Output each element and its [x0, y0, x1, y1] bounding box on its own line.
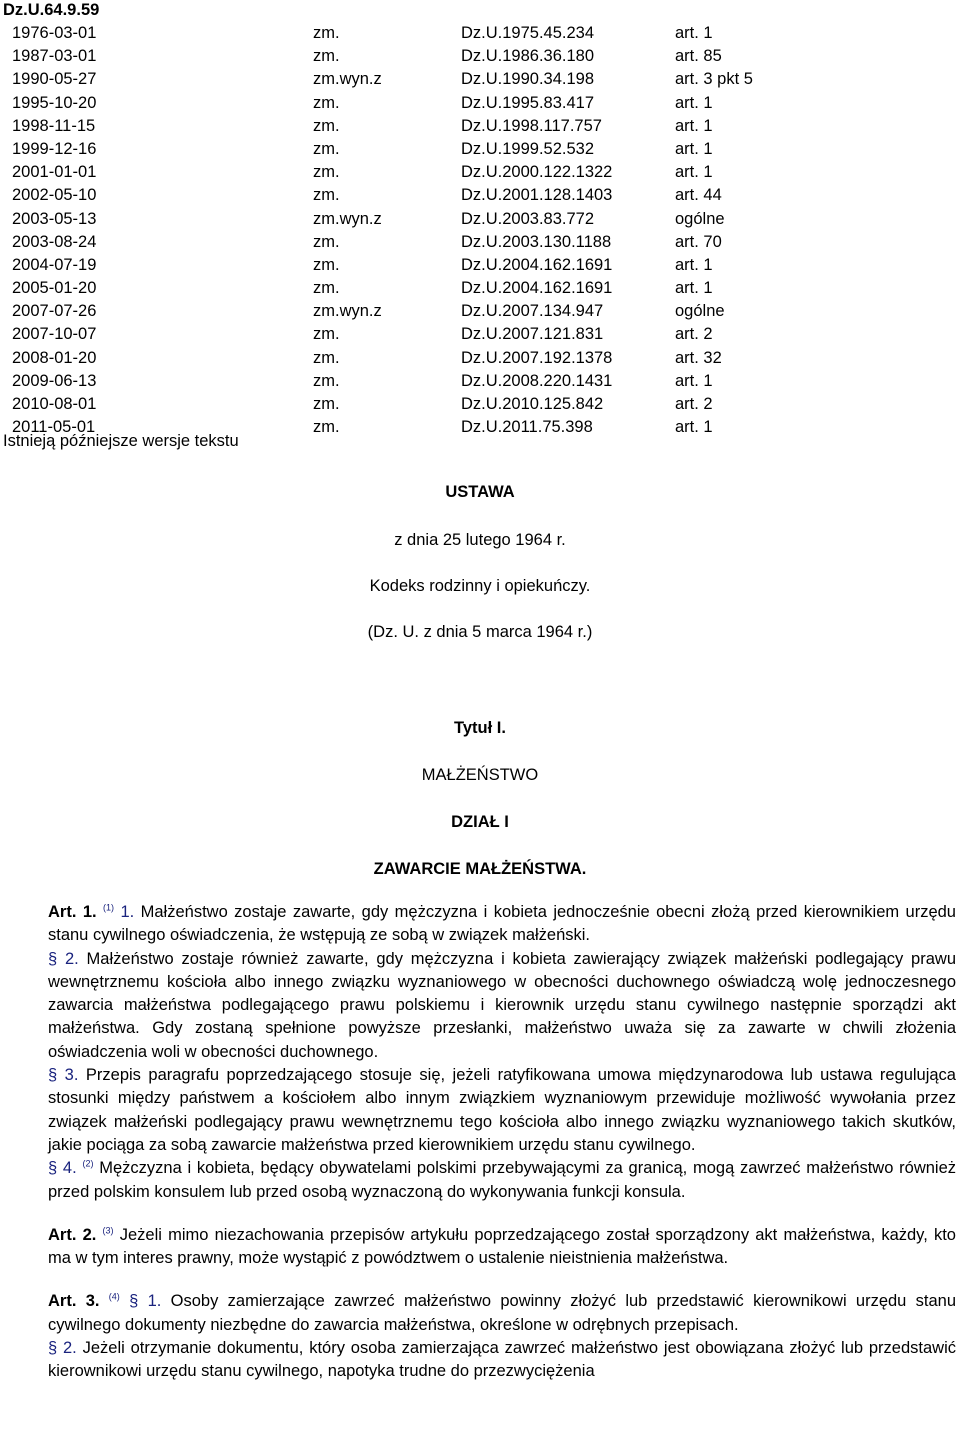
amendment-article: art. 1: [675, 116, 713, 135]
articles-body: [3, 901, 956, 1384]
art3-par1-number[interactable]: § 1.: [129, 1292, 162, 1311]
amendment-date: 2007-10-07: [12, 325, 97, 344]
art3-par2-text: Jeżeli otrzymanie dokumentu, który osoba zamierzająca zawrzeć małżeństwo jest obowiązana złożyć lub przedstawić kierownikowi urzędu stanu cywilnego, napotyka trudne do przezwyciężenia: [48, 1339, 956, 1381]
amendment-type: zm.: [313, 47, 340, 66]
amendment-date: 2007-07-26: [12, 302, 97, 321]
amendment-article: art. 44: [675, 186, 722, 205]
amendment-type: zm.: [313, 279, 340, 298]
amendment-type: zm.wyn.z: [313, 209, 382, 228]
amendment-reference: Dz.U.1975.45.234: [461, 24, 595, 42]
art3-par1-text: Osoby zamierzające zawrzeć małżeństwo powinny złożyć lub przedstawić kierownikowi urzędu stanu cywilnego dokumenty niezbędne do zawarcia małżeństwa, określone w odrębnych przepisach.: [48, 1292, 957, 1334]
amendment-date: 2011-05-01: [12, 418, 96, 437]
amendment-reference: Dz.U.2001.128.1403: [461, 186, 613, 205]
art2: [3, 1224, 956, 1271]
art1-par3: [3, 1064, 956, 1157]
amendment-article: ogólne: [675, 302, 725, 321]
art3-label: Art. 3.: [48, 1292, 100, 1311]
amendment-article: art. 70: [675, 232, 722, 251]
amendment-article: art. 1: [675, 24, 713, 42]
art1-par1-text: Małżeństwo zostaje zawarte, gdy mężczyzna i kobieta jednocześnie obecni złożą przed kierownikiem urzędu stanu cywilnego oświadczenia, że wstępują ze sobą w związek małżeński.: [48, 903, 956, 945]
amendment-date: 2001-01-01: [12, 163, 97, 182]
art1-par4-number[interactable]: § 4.: [48, 1159, 77, 1178]
art1-par3-number[interactable]: § 3.: [48, 1066, 79, 1085]
footnote-4-link[interactable]: (4): [108, 1291, 120, 1302]
amendment-reference: Dz.U.1999.52.532: [461, 139, 595, 158]
amendment-type: zm.: [313, 163, 340, 182]
art1-par3-text: Przepis paragrafu poprzedzającego stosuje się, jeżeli ratyfikowana umowa międzynarodowa lub ustawa regulująca stosunki między państwem a kościołem albo innym związkiem wyznaniowym przewiduje możliwość wywołania przez związek małżeński podlegający prawu wewnętrznemu tego kościoła albo innego związku wyznaniowego takich skutków, jakie pociąga za sobą zawarcie małżeństwa przed kierownikiem urzędu stanu cywilnego.: [48, 1066, 956, 1154]
amendment-reference: Dz.U.1995.83.417: [461, 93, 595, 112]
title-label: Tytuł I.: [454, 719, 506, 737]
amendment-date: 1987-03-01: [12, 47, 97, 66]
amendment-date: 2010-08-01: [12, 395, 97, 413]
amendment-date: 1976-03-01: [12, 24, 97, 42]
amendment-article: art. 1: [675, 93, 713, 112]
amendment-type: zm.: [313, 93, 340, 112]
amendment-article: art. 1: [675, 371, 713, 390]
amendment-date: 2005-01-20: [12, 279, 97, 298]
amendment-reference: Dz.U.2007.192.1378: [461, 348, 613, 367]
footnote-2-link[interactable]: (2): [82, 1158, 94, 1169]
amendment-type: zm.: [313, 255, 340, 274]
art3-par1: [3, 1290, 956, 1337]
document-id: Dz.U.64.9.59: [3, 1, 100, 19]
amendment-date: 2008-01-20: [12, 348, 97, 367]
amendment-type: zm.: [313, 395, 340, 413]
amendment-reference: Dz.U.2003.83.772: [461, 209, 595, 228]
amendment-reference: Dz.U.2003.130.1188: [461, 232, 612, 251]
amendment-date: 2002-05-10: [12, 186, 97, 205]
amendment-reference: Dz.U.2010.125.842: [461, 395, 604, 413]
art1-par2-text: Małżeństwo zostaje również zawarte, gdy mężczyzna i kobieta zawierający związek małżeński podlegający prawu wewnętrznemu kościoła albo innego związku wyznaniowego w obecności duchownego oświadczą wolę jednoczesnego zawarcia małżeństwa podlegającego prawu polskiemu i kierownik urzędu stanu cywilnego następnie sporządzi akt małżeństwa. Gdy zostaną spełnione powyższe przesłanki, małżeństwo uważa się za zawarte w chwili złożenia oświadczenia woli w obecności duchownego.: [48, 949, 956, 1061]
art1-label: Art. 1.: [48, 903, 97, 921]
amendment-reference: Dz.U.2004.162.1691: [461, 279, 613, 298]
amendment-type: zm.: [313, 232, 340, 251]
amendment-article: art. 1: [675, 279, 713, 298]
footnote-3-link[interactable]: (3): [102, 1225, 114, 1236]
amendment-reference: Dz.U.1990.34.198: [461, 70, 595, 89]
publication-reference: (Dz. U. z dnia 5 marca 1964 r.): [367, 623, 593, 641]
amendment-date: 1998-11-15: [12, 116, 96, 135]
amendment-article: art. 1: [675, 163, 713, 182]
art1-par4: [3, 1157, 956, 1204]
art1-par4-text: Mężczyzna i kobieta, będący obywatelami polskimi przebywającymi za granicą, mogą zawrzeć małżeństwo również przed polskim konsulem lub przed osobą wyznaczoną do wykonywania funkcji konsula.: [48, 1159, 957, 1201]
art1-par2: [3, 948, 956, 1064]
section-name: ZAWARCIE MAŁŻEŃSTWA.: [373, 860, 587, 878]
amendment-article: art. 2: [675, 325, 713, 344]
amendment-type: zm.wyn.z: [313, 302, 382, 321]
act-title: Kodeks rodzinny i opiekuńczy.: [369, 577, 591, 595]
amendment-type: zm.: [313, 325, 340, 344]
amendment-article: art. 32: [675, 348, 722, 367]
amendment-reference: Dz.U.2000.122.1322: [461, 163, 613, 182]
amendment-reference: Dz.U.1986.36.180: [461, 47, 595, 66]
footnote-1-link[interactable]: (1): [103, 902, 115, 913]
amendment-date: 1999-12-16: [12, 139, 97, 158]
amendment-type: zm.: [313, 371, 340, 390]
art1-par1: [3, 901, 956, 948]
amendment-article: art. 1: [675, 139, 713, 158]
section-label: DZIAŁ I: [451, 813, 509, 831]
amendment-date: 2004-07-19: [12, 255, 97, 274]
amendment-article: ogólne: [675, 209, 725, 228]
amendment-reference: Dz.U.2011.75.398: [461, 418, 593, 437]
amendment-type: zm.wyn.z: [313, 70, 382, 89]
amendment-article: art. 1: [675, 418, 713, 437]
amendment-article: art. 3 pkt 5: [675, 70, 753, 89]
act-date: z dnia 25 lutego 1964 r.: [394, 531, 566, 549]
later-versions-note: Istnieją późniejsze wersje tekstu: [3, 432, 239, 450]
amendment-type: zm.: [313, 139, 340, 158]
amendment-type: zm.: [313, 418, 340, 437]
act-type: USTAWA: [445, 483, 515, 501]
amendment-reference: Dz.U.2007.134.947: [461, 302, 604, 321]
amendment-type: zm.: [313, 24, 340, 42]
title-name: MAŁŻEŃSTWO: [421, 766, 539, 784]
art3-par2-number[interactable]: § 2.: [48, 1339, 77, 1358]
amendment-reference: Dz.U.2008.220.1431: [461, 371, 613, 390]
amendment-date: 1990-05-27: [12, 70, 97, 89]
art2-label: Art. 2.: [48, 1225, 97, 1244]
art1-par2-number[interactable]: § 2.: [48, 949, 79, 968]
amendment-date: 1995-10-20: [12, 93, 97, 112]
amendment-date: 2009-06-13: [12, 371, 97, 390]
amendment-reference: Dz.U.2004.162.1691: [461, 255, 613, 274]
amendment-article: art. 2: [675, 395, 713, 413]
art1-par1-number[interactable]: 1.: [120, 903, 135, 921]
amendment-article: art. 85: [675, 47, 722, 66]
amendment-article: art. 1: [675, 255, 713, 274]
amendment-reference: Dz.U.1998.117.757: [461, 116, 602, 135]
amendment-date: 2003-05-13: [12, 209, 97, 228]
amendment-reference: Dz.U.2007.121.831: [461, 325, 604, 344]
amendment-date: 2003-08-24: [12, 232, 97, 251]
art2-text: Jeżeli mimo niezachowania przepisów artykułu poprzedzającego został sporządzony akt małżeństwa, każdy, kto ma w tym interes prawny, może wystąpić z powództwem o ustalenie nieistnienia małżeństwa.: [48, 1225, 956, 1268]
amendment-type: zm.: [313, 186, 340, 205]
amendment-type: zm.: [313, 116, 340, 135]
amendment-type: zm.: [313, 348, 340, 367]
art3-par2: [3, 1337, 956, 1384]
